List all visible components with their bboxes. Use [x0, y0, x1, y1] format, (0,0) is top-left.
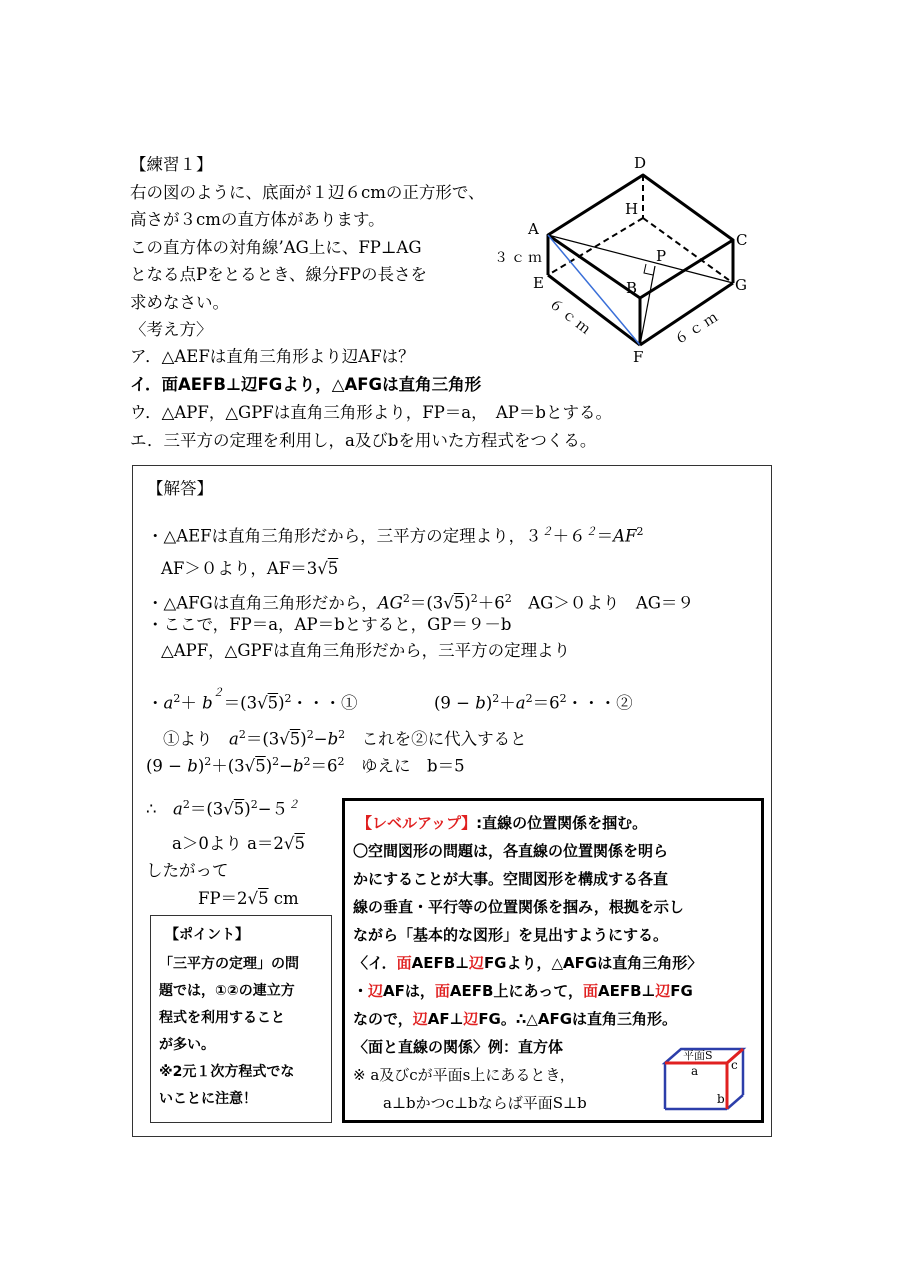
label-d: D	[634, 154, 647, 172]
answer-line-4: ・ここで，FP＝a，AP＝bとすると，GP＝９－b	[147, 615, 512, 634]
mini-cuboid	[655, 1041, 755, 1119]
levelup-line-6: ・辺AFは，面AEFB上にあって，面AEFB⊥辺FG	[353, 982, 693, 1000]
equation-2: $(9 - b)^2+a^2=6^2$・・・②	[434, 692, 633, 713]
point-line: ※2元１次方程式でな	[159, 1064, 295, 1080]
label-b: B	[626, 279, 638, 297]
point-line: 題では，①②の連立方	[159, 983, 295, 999]
point-line: 程式を利用すること	[159, 1010, 285, 1026]
answer-line-7: ①より $a^2=(3√5)^2-b^2$ これを②に代入すると	[163, 728, 527, 749]
label-g: G	[735, 276, 747, 294]
answer-line-11: したがって	[146, 861, 229, 880]
levelup-line: 線の垂直・平行等の位置関係を掴み，根拠を示し	[353, 898, 684, 916]
think-e: エ．三平方の定理を利用し，a及びbを用いた方程式をつくる。	[130, 431, 597, 450]
levelup-line-10: a⊥bかつc⊥bならば平面S⊥b	[383, 1094, 587, 1112]
point-box	[150, 915, 332, 1123]
levelup-line-5: 〈イ．面AEFB⊥辺FGより，△AFGは直角三角形〉	[353, 954, 703, 972]
cube-plane-label: 平面S	[683, 1049, 713, 1062]
dim-right: ６ｃｍ	[671, 307, 724, 349]
answer-line-12: FP＝2√5 cm	[198, 889, 299, 908]
answer-line-8: $(9 - b)^2+(3√5)^2-b^2=6^2$ ゆえに b＝5	[146, 755, 465, 776]
levelup-line: ながら「基本的な図形」を見出すようにする。	[353, 926, 669, 944]
segment-fp	[640, 266, 655, 345]
levelup-box	[342, 798, 764, 1123]
cube-label-b: b	[717, 1092, 725, 1106]
levelup-line: かにすることが大事。空間図形を構成する各直	[353, 870, 669, 888]
problem-line: となる点Pをとるとき、線分FPの長さを	[130, 265, 427, 284]
dim-left: ６ｃｍ	[545, 295, 596, 340]
problem-heading: 【練習１】	[130, 155, 213, 174]
cube-label-a: a	[691, 1064, 699, 1078]
cuboid-figure	[490, 150, 760, 370]
problem-line: 右の図のように、底面が１辺６cmの正方形で、	[130, 183, 485, 202]
answer-line-9: ∴ $a^2=(3√5)^2-5^2$	[146, 798, 300, 819]
think-i: イ．面AEFB⊥辺FGより，△AFGは直角三角形	[130, 375, 482, 394]
point-line: が多い。	[159, 1037, 215, 1053]
think-u: ウ．△APF，△GPFは直角三角形より，FP＝a， AP＝bとする。	[130, 403, 612, 422]
levelup-line-7: なので，辺AF⊥辺FG。∴△AFGは直角三角形。	[353, 1010, 678, 1028]
label-c: C	[736, 231, 748, 249]
think-heading: 〈考え方〉	[130, 320, 213, 339]
equation-1: ・$a^2+ b^2=(3√5)^2$・・・①	[147, 686, 358, 713]
answer-line-10: a＞0より a＝2√5	[172, 834, 305, 853]
problem-line: この直方体の対角線’AG上に、FP⊥AG	[130, 238, 422, 257]
right-angle-mark	[644, 264, 653, 275]
answer-line-5: △APF，△GPFは直角三角形だから，三平方の定理より	[161, 641, 571, 660]
cube-label-c: c	[731, 1058, 738, 1072]
label-e: E	[533, 274, 544, 292]
point-line: いことに注意！	[159, 1091, 257, 1107]
answer-line-1: ・△AEFは直角三角形だから，三平方の定理より，$3^2+6^2=AF^2$	[147, 525, 644, 546]
label-a: A	[528, 220, 539, 238]
point-heading: 【ポイント】	[165, 927, 249, 943]
answer-line-3: ・△AFGは直角三角形だから，$AG^2=(3√5)^2+6^2$ AG＞０より AG＝９	[147, 592, 694, 613]
label-f: F	[633, 348, 644, 366]
label-p: P	[656, 247, 667, 265]
point-line: 「三平方の定理」の問	[159, 956, 299, 972]
problem-line: 求めなさい。	[130, 293, 229, 312]
levelup-title: 【レベルアップ】:直線の位置関係を掴む。	[357, 814, 648, 832]
levelup-line: 〇空間図形の問題は，各直線の位置関係を明ら	[353, 842, 669, 860]
answer-heading: 【解答】	[147, 479, 213, 498]
levelup-line-8: 〈面と直線の関係〉例：直方体	[353, 1038, 564, 1056]
problem-line: 高さが３cmの直方体があります。	[130, 210, 385, 229]
think-a: ア．△AEFは直角三角形より辺AFは？	[130, 347, 415, 366]
dim-height: ３ｃｍ	[494, 250, 545, 266]
label-h: H	[625, 200, 639, 218]
levelup-line-9: ※ a及びcが平面s上にあるとき，	[353, 1066, 575, 1084]
answer-line-2: AF＞０より，AF＝3√5	[161, 559, 339, 578]
top-face	[548, 175, 733, 298]
